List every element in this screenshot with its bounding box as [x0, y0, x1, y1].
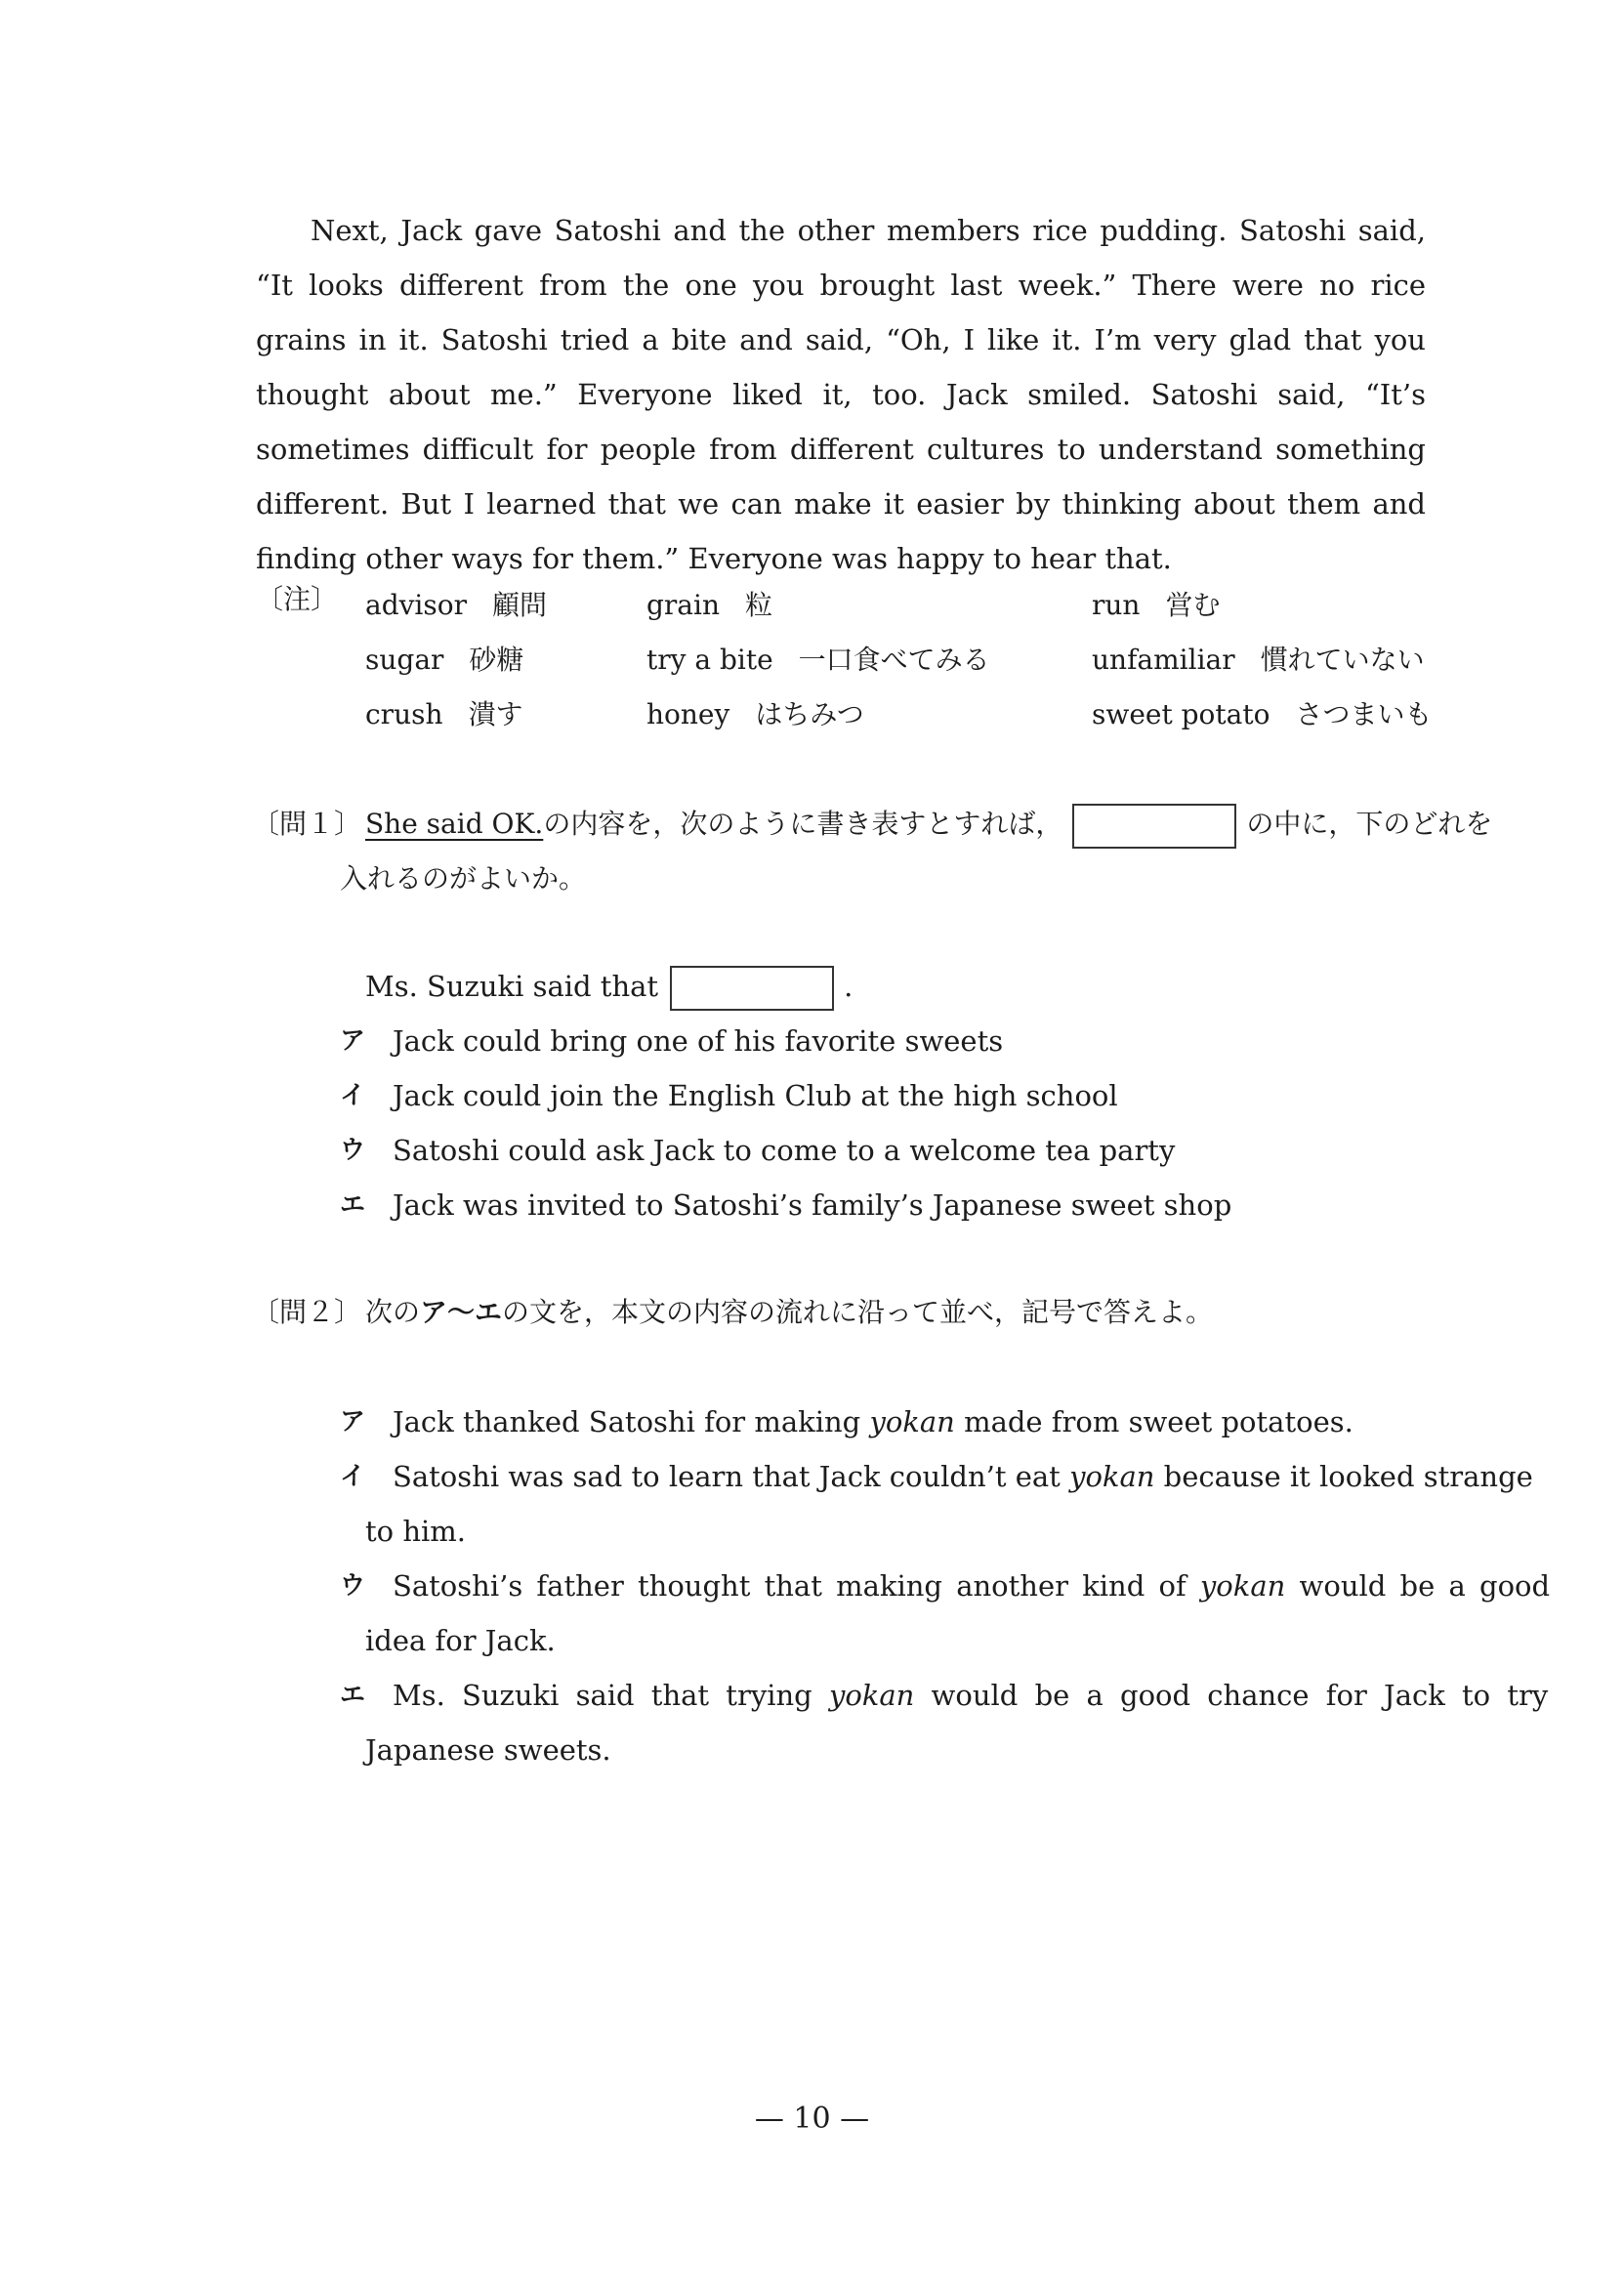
q2-option: エ Ms. Suzuki said that trying yokan would be a good chance for Jack to try Japanese sweets.	[340, 1679, 1549, 1767]
q2-option: イ Satoshi was sad to learn that Jack couldn’t eat yokan because it looked strange to him.	[340, 1460, 1533, 1548]
q1-option: イ Jack could join the English Club at the high school	[340, 1079, 1118, 1112]
note-item: unfamiliar 慣れていない	[1092, 644, 1425, 676]
note-item: try a bite 一口食べてみる	[646, 644, 990, 676]
note-item: grain 粒	[646, 589, 773, 621]
notes-column-2	[646, 578, 990, 742]
q1-label: 〔問１〕	[252, 808, 362, 840]
note-item: sweet potato さつまいも	[1092, 698, 1433, 730]
q1-option: ア Jack could bring one of his favorite sweets	[340, 1024, 1004, 1058]
note-item: run 営む	[1092, 589, 1221, 621]
reading-passage	[256, 203, 1426, 586]
note-item: crush 潰す	[365, 698, 523, 730]
notes-label: 〔注〕	[256, 583, 339, 615]
note-item: advisor 顧問	[365, 589, 548, 621]
note-item: sugar 砂糖	[365, 644, 524, 676]
q1-stem: Ms. Suzuki said that .	[365, 959, 853, 1014]
q1-option: ウ Satoshi could ask Jack to come to a welcome tea party	[340, 1134, 1176, 1167]
q1-blank-box	[1072, 804, 1236, 849]
q2-label: 〔問２〕	[252, 1296, 362, 1328]
q1-prompt-line1: She said OK.の内容を，次のように書き表すとすれば， の中に，下のどれを	[365, 797, 1492, 852]
passage-text: Next, Jack gave Satoshi and the other members rice pudding. Satoshi said, “It looks different from the one you brought last week.” There were no rice grains in it. Satoshi tried a bite and said, “Oh, I like it. I’m very glad that you thought about me.” Everyone liked it, too. Jack smiled. Satoshi said, “It’s sometimes difficult for people from different cultures to understand something different. But I learned that we can make it easier by thinking about them and finding other ways for them.” Everyone was happy to hear that.	[256, 214, 1426, 575]
q2-prompt: 次のア〜エの文を，本文の内容の流れに沿って並べ，記号で答えよ。	[365, 1296, 1214, 1328]
q1-option: エ Jack was invited to Satoshi’s family’s Japanese sweet shop	[340, 1188, 1232, 1222]
page-number: — 10 —	[754, 2102, 870, 2136]
note-item: honey はちみつ	[646, 698, 864, 730]
q1-underlined-phrase: She said OK.	[365, 808, 544, 840]
notes-column-3	[1092, 578, 1432, 742]
q2-option: ア Jack thanked Satoshi for making yokan made from sweet potatoes.	[340, 1405, 1353, 1438]
q2-option: ウ Satoshi’s father thought that making another kind of yokan would be a good idea for Jack.	[340, 1569, 1551, 1657]
q1-stem-blank	[670, 966, 834, 1011]
notes-column-1	[365, 578, 547, 742]
q1-prompt-line2: 入れるのがよいか。	[340, 862, 587, 895]
